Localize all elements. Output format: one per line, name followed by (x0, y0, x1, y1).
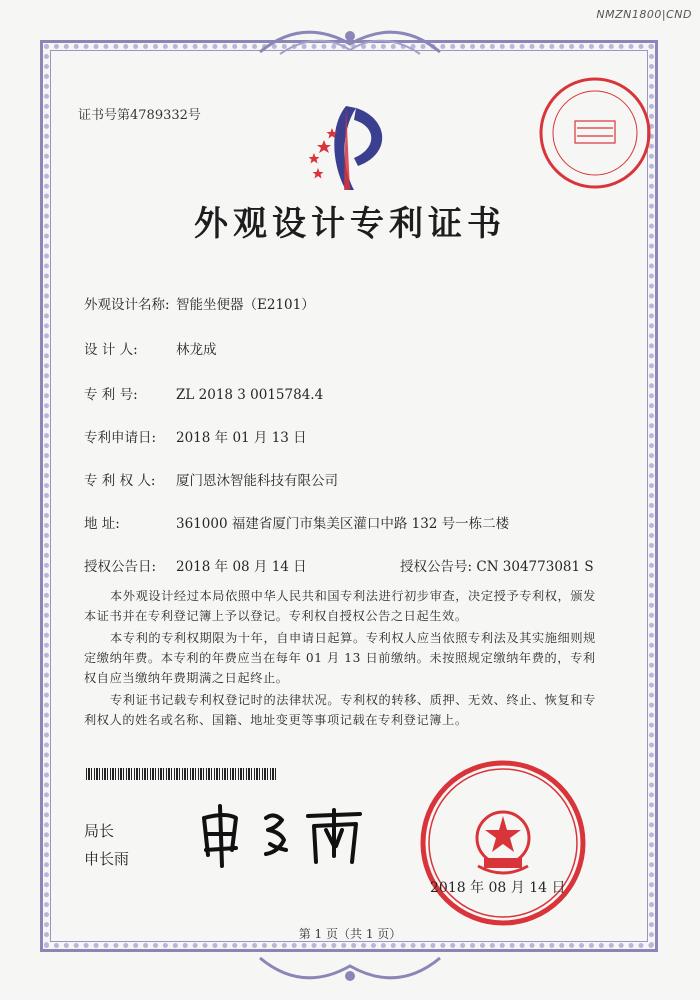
director-name: 申长雨 (84, 850, 130, 868)
patent-office-seal-icon (418, 758, 588, 928)
bottom-flourish-icon (250, 950, 450, 990)
certificate-number: 证书号第4789332号 (78, 108, 201, 123)
address-value: 361000 福建省厦门市集美区灌口中路 132 号一栋二楼 (176, 516, 510, 532)
tax-stamp-seal-icon (537, 75, 653, 191)
patent-no-value: ZL 2018 3 0015784.4 (176, 387, 324, 403)
patent-office-logo-icon (298, 98, 398, 193)
field-patentee (84, 469, 338, 489)
grant-date-label: 授权公告日: (84, 559, 157, 575)
page-number: 第 1 页（共 1 页） (298, 927, 402, 941)
design-name-value: 智能坐便器（E2101） (176, 297, 315, 313)
director-title: 局长 (84, 822, 115, 840)
patentee-label: 专 利 权 人: (84, 473, 156, 489)
seal-date: 2018 年 08 月 14 日 (430, 880, 566, 896)
page-title: 外观设计专利证书 (194, 204, 506, 244)
director-signature-icon (196, 800, 376, 870)
filing-date-label: 专利申请日: (84, 430, 157, 446)
patent-no-label: 专 利 号: (84, 387, 138, 403)
handwritten-note: NMZN1800|CND (596, 8, 692, 21)
design-name-label: 外观设计名称: (84, 297, 170, 313)
paragraph-examination: 本外观设计经过本局依照中华人民共和国专利法进行初步审查，决定授予专利权，颁发本证书并在专利登记簿上予以登记。专利权自授权公告之日起生效。 (84, 589, 596, 623)
paragraph-legal-status: 专利证书记载专利权登记时的法律状况。专利权的转移、质押、无效、终止、恢复和专利权人的姓名或名称、国籍、地址变更等事项记载在专利登记簿上。 (84, 693, 596, 727)
patentee-value: 厦门恩沐智能科技有限公司 (176, 473, 338, 489)
field-grant-date (84, 555, 307, 575)
field-designer (84, 338, 217, 358)
grant-no-value: CN 304773081 S (476, 559, 594, 575)
paragraph-term: 本专利的专利权期限为十年，自申请日起算。专利权人应当依照专利法及其实施细则规定缴纳年费。本专利的年费应当在每年 01 月 13 日前缴纳。未按照规定缴纳年费的，专利权自应当缴纳年费期满之日起终止。 (84, 631, 596, 685)
grant-date-value: 2018 年 08 月 14 日 (176, 559, 307, 575)
barcode (86, 768, 278, 780)
field-patent-no (84, 383, 323, 403)
filing-date-value: 2018 年 01 月 13 日 (176, 430, 307, 446)
designer-label: 设 计 人: (84, 342, 138, 358)
field-grant-no (400, 555, 594, 575)
grant-no-label: 授权公告号: (400, 559, 473, 575)
field-design-name (84, 293, 315, 313)
top-flourish-icon (250, 22, 450, 62)
field-address (84, 512, 509, 532)
address-label: 地 址: (84, 516, 120, 532)
designer-value: 林龙成 (176, 342, 217, 358)
field-filing-date (84, 426, 307, 446)
